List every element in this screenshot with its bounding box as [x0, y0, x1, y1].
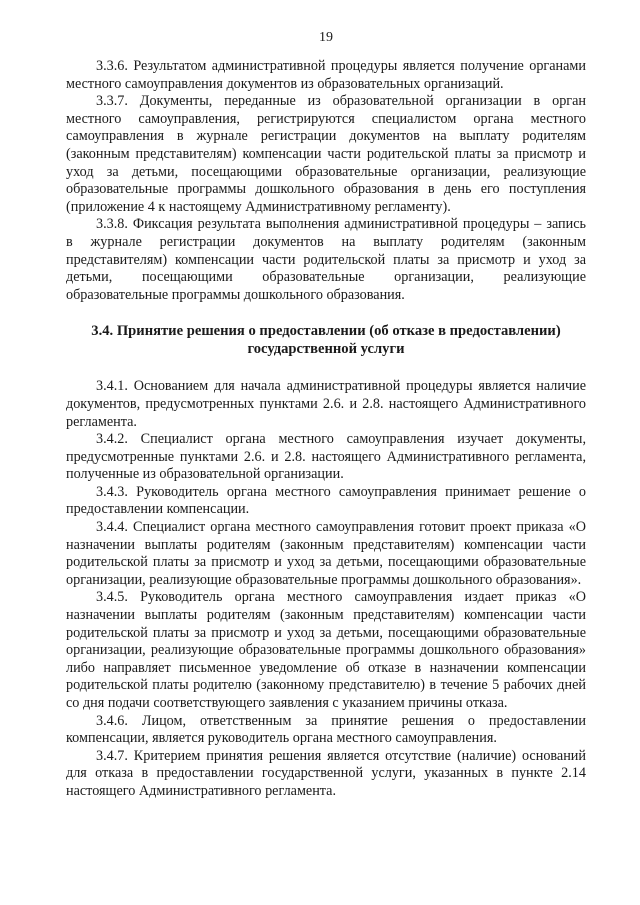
paragraph-3-4-6: 3.4.6. Лицом, ответственным за принятие решения о предоставлении компенсации, является руководитель органа местного самоуправления.: [66, 712, 586, 747]
document-page: [66, 30, 586, 801]
paragraph-3-4-7: 3.4.7. Критерием принятия решения является отсутствие (наличие) оснований для отказа в предоставлении государственной услуги, указанных в пункте 2.14 настоящего Административного регламента.: [66, 747, 586, 799]
paragraph-3-4-3: 3.4.3. Руководитель органа местного самоуправления принимает решение о предоставлении компенсации.: [66, 483, 586, 518]
paragraph-3-4-1: 3.4.1. Основанием для начала административной процедуры является наличие документов, предусмотренных пунктами 2.6. и 2.8. настоящего Административного регламента.: [66, 378, 586, 430]
paragraph-3-3-7: 3.3.7. Документы, переданные из образовательной организации в орган местного самоуправления, регистрируются специалистом органа местного самоуправления в журнале регистрации документов на выплату родителям (законным представителям) компенсации части родительской платы за присмотр и уход за детьми, посещающими образовательные организации, реализующие образовательные программы дошкольного образования в день его поступления (приложение 4 к настоящему Административному регламенту).: [66, 93, 586, 215]
page-number: 19: [319, 30, 333, 45]
paragraph-3-4-5: 3.4.5. Руководитель органа местного самоуправления издает приказ «О назначении выплаты родителям (законным представителям) компенсации части родительской платы за присмотр и уход за детьми, посещающими образовательные организации, реализующие образовательные программы дошкольного образования» либо направляет письменное уведомление об отказе в назначении компенсации родительской платы родителю (законному представителю) в течение 5 рабочих дней со дня подачи соответствующего заявления с указанием причины отказа.: [66, 589, 586, 711]
paragraph-3-4-2: 3.4.2. Специалист органа местного самоуправления изучает документы, предусмотренные пунктами 2.6. и 2.8. настоящего Административного регламента, полученные из образовательной организации.: [66, 431, 586, 483]
paragraph-3-3-8: 3.3.8. Фиксация результата выполнения административной процедуры – запись в журнале регистрации документов на выплату родителям (законным представителям) компенсации части родительской платы за присмотр и уход за детьми, посещающими образовательные организации, реализующие образовательные программы дошкольного образования.: [66, 216, 586, 303]
paragraph-3-3-6: 3.3.6. Результатом административной процедуры является получение органами местного самоуправления документов из образовательных организаций.: [66, 58, 586, 92]
paragraph-3-4-4: 3.4.4. Специалист органа местного самоуправления готовит проект приказа «О назначении выплаты родителям (законным представителям) компенсации части родительской платы за присмотр и уход за детьми, посещающими образовательные организации, реализующие образовательные программы дошкольного образования».: [66, 519, 586, 588]
section-heading-3-4: 3.4. Принятие решения о предоставлении (об отказе в предоставлении) государственной услуги: [91, 323, 561, 358]
